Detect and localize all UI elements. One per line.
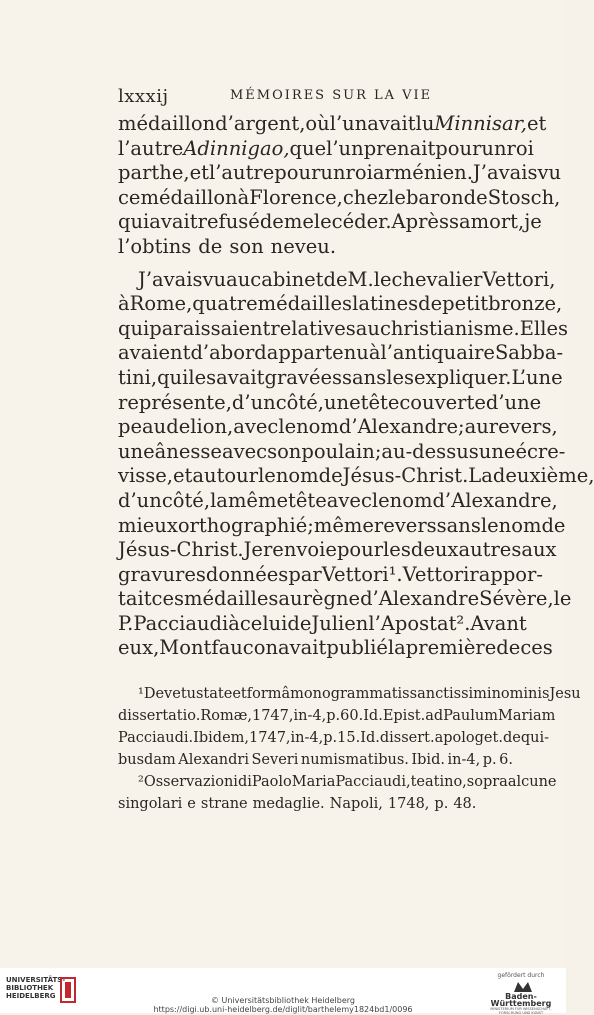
footnote-word: p. [482, 752, 497, 768]
text-line [118, 161, 562, 186]
word: les [188, 365, 217, 389]
word: gravées [264, 365, 343, 389]
footnote-word: busdam [118, 752, 176, 768]
word: la [387, 636, 406, 660]
footnote-line [118, 749, 513, 771]
footnote-word: 1747, [249, 730, 291, 746]
word: avait [367, 112, 416, 135]
word: , [183, 161, 190, 185]
footnote-word: alcune [507, 774, 557, 790]
word: baron [405, 185, 464, 209]
word: céder. [331, 210, 392, 234]
word: Vettori [321, 562, 389, 586]
footnote-line [118, 727, 549, 749]
footnote-line [118, 683, 581, 705]
word: celui [239, 611, 288, 635]
word: qui [157, 365, 189, 389]
word: au [355, 316, 380, 340]
footnote-word: Paulum [443, 708, 498, 724]
word: La [468, 464, 493, 488]
text-line [118, 538, 557, 563]
word: sans [342, 365, 387, 389]
footnote-word: Pacciaudi. [118, 730, 194, 746]
word: mieux [118, 513, 178, 537]
word: lion, [190, 415, 234, 439]
footnote-word: Severi [251, 752, 299, 768]
footnote-word: Id. [360, 730, 380, 746]
word: de [166, 415, 191, 439]
word: parthe [118, 161, 184, 185]
word: chevalier [391, 267, 483, 291]
footnote-word: Id. [363, 708, 383, 724]
word: ces [151, 587, 185, 611]
footnote-word: 15. [337, 730, 361, 746]
word: rappor- [469, 562, 543, 586]
word: vu [202, 267, 227, 291]
word: l’antiquaire [380, 341, 495, 365]
text-line [118, 636, 553, 661]
footnote-word: Romæ, [200, 708, 252, 724]
word: prenait [363, 136, 436, 160]
footnote-word: dissert. [379, 730, 435, 746]
footnote-word: De [143, 686, 165, 702]
body-text [118, 112, 594, 661]
word: Sabba- [494, 341, 564, 365]
funder-name: Baden-Württemberg [490, 992, 552, 1008]
word: Avant [470, 611, 527, 635]
word: une [478, 439, 516, 463]
word: cabinet [250, 267, 324, 291]
word: revers [373, 513, 437, 537]
word: médailles [184, 587, 279, 611]
copyright-notice: © Universitätsbibliothek Heidelberg [210, 996, 355, 1005]
word: les [386, 365, 415, 389]
word: de [323, 267, 348, 291]
word: nom [389, 488, 433, 512]
word: le [313, 210, 332, 234]
word: couverte [399, 390, 486, 414]
word: pour [274, 161, 321, 185]
word: tête [288, 488, 327, 512]
word: le [553, 587, 572, 611]
footnote-word: Osservazioni [143, 774, 238, 790]
word: par [288, 562, 322, 586]
word: le [258, 464, 276, 488]
word: eux, [118, 636, 160, 660]
state-coat-of-arms-icon [512, 980, 534, 994]
word: relatives [270, 316, 356, 340]
footnote-word: et [232, 686, 247, 702]
text-line [118, 316, 568, 342]
footnote-word: formâ [246, 686, 291, 702]
digitization-footer [0, 968, 566, 1013]
text-line [118, 292, 563, 317]
word: tini, [118, 365, 158, 389]
word: tête [360, 390, 400, 414]
word: ces [520, 636, 553, 660]
text-line [118, 439, 566, 465]
word: représente, [118, 390, 232, 414]
word: quatre [192, 292, 258, 316]
text-line [118, 267, 556, 293]
word: l’Apostat [368, 611, 457, 635]
word: ¹. [388, 562, 403, 586]
word: avec [326, 488, 372, 512]
footnote-marker: ¹ [138, 686, 144, 702]
footnote-word: Maria [291, 774, 336, 790]
word: Rome, [129, 292, 193, 316]
footnote-line [118, 793, 513, 815]
word: le [373, 267, 392, 291]
word: au-dessus [381, 439, 479, 463]
footnote-word: e [187, 796, 196, 812]
footnote-word: numismatibus. [300, 752, 409, 768]
running-title: MÉMOIRES SUR LA VIE [230, 88, 433, 103]
footnote-word: medaglie. [252, 796, 325, 812]
word: données [205, 562, 289, 586]
word: de [463, 185, 488, 209]
footnote-word: teatino, [410, 774, 467, 790]
word: d’Alexandre [360, 587, 480, 611]
word: Pacciaudi [133, 611, 229, 635]
text-line [118, 611, 527, 637]
word: ce [118, 185, 141, 209]
word: mort, [470, 210, 525, 234]
word: l’un [329, 112, 368, 135]
word: J’avais [472, 161, 538, 185]
footnote-word: Paolo [251, 774, 292, 790]
word: que [289, 136, 327, 160]
word: ânesse [154, 439, 222, 463]
word: me [283, 210, 314, 234]
word: lu [415, 112, 435, 135]
word: première [405, 636, 497, 660]
word: de [259, 210, 284, 234]
word: écre- [515, 439, 566, 463]
word: Vettori [402, 562, 470, 586]
word: tait [118, 587, 152, 611]
footnote-word: dissertatio. [118, 708, 201, 724]
word: au [226, 267, 251, 291]
footnote-word: 1748, [387, 796, 430, 812]
word: même [227, 488, 288, 512]
word: visse, [118, 464, 174, 488]
word: médaillon [118, 112, 216, 135]
footnote-word: Mariam [497, 708, 556, 724]
word: sans [436, 513, 481, 537]
text-line [118, 365, 563, 391]
word: au [464, 415, 489, 439]
word: à [228, 611, 240, 635]
footnote-word: sopra [466, 774, 508, 790]
word: d’un [118, 488, 162, 512]
text-line [118, 185, 561, 211]
footnote-word: di [237, 774, 252, 790]
word: les [383, 538, 411, 562]
word: Elles [519, 316, 568, 340]
word: un [481, 136, 507, 160]
word: appartenu [266, 341, 369, 365]
word: roi [345, 161, 373, 185]
word: à [368, 341, 381, 365]
word: Après [391, 210, 449, 234]
word: Adinnigao, [183, 136, 290, 160]
word: expliquer. [414, 365, 512, 389]
word: Florence, [249, 185, 343, 209]
word: Sévère, [479, 587, 554, 611]
footnote-word: Pacciaudi, [335, 774, 411, 790]
word: Je [243, 538, 263, 562]
page-header [118, 86, 514, 110]
word: gravures [118, 562, 206, 586]
text-line [118, 136, 534, 162]
word: avait [149, 210, 198, 234]
word: nom [296, 415, 339, 439]
footnote-word: vetustate [164, 686, 233, 702]
word: une [118, 439, 155, 463]
word: de [418, 292, 443, 316]
word: autour [192, 464, 259, 488]
footnote-word: Epist. [382, 708, 426, 724]
footnote-word: qui- [520, 730, 549, 746]
word: bronze, [488, 292, 563, 316]
word: de [541, 513, 566, 537]
footnote-word: in-4, [447, 752, 481, 768]
text-line [118, 390, 542, 416]
footnote-word: 48. [453, 796, 477, 812]
text-line [118, 464, 594, 489]
word: l’autre [208, 161, 275, 185]
footnote-word: p. [326, 708, 341, 724]
word: d’un [231, 390, 276, 414]
word: de [198, 234, 223, 258]
footnote-line [118, 771, 557, 793]
word: Montfaucon [159, 636, 279, 660]
text-line [118, 488, 558, 514]
word: de [287, 611, 312, 635]
word: nom [498, 513, 542, 537]
word: aux [521, 538, 557, 562]
word: de [496, 636, 521, 660]
word: à [118, 292, 130, 316]
word: d’argent, [215, 112, 306, 135]
footnote-word: singolari [118, 796, 183, 812]
word: l’obtins [118, 234, 192, 258]
text-line [118, 513, 566, 539]
word: le [480, 513, 499, 537]
text-line [118, 235, 513, 260]
word: Stosch, [487, 185, 561, 209]
word: ². [456, 611, 471, 635]
word: la [210, 488, 228, 512]
footnote-word: nominis [491, 686, 550, 702]
library-logo-line: HEIDELBERG [6, 992, 56, 1000]
word: côté, [275, 390, 324, 414]
text-line [118, 341, 564, 366]
word: règne [302, 587, 361, 611]
word: latines [352, 292, 419, 316]
word: roi [506, 136, 534, 160]
funder-note: gefördert durch [497, 972, 545, 979]
word: paraissaient [149, 316, 271, 340]
word: de [318, 464, 343, 488]
word: une [323, 390, 361, 414]
footnote-word: 60. [340, 708, 364, 724]
word: peau [118, 415, 167, 439]
footnote-word: p. [323, 730, 338, 746]
word: qui [118, 210, 150, 234]
footnote-word: 1747, [251, 708, 294, 724]
word: Jésus-Christ. [118, 538, 244, 562]
word: et [527, 112, 547, 135]
word: un [320, 161, 346, 185]
word: autres [458, 538, 522, 562]
word: et [189, 161, 209, 185]
word: le [388, 185, 406, 209]
word: deux [410, 538, 459, 562]
word: revers, [488, 415, 558, 439]
page-number: lxxxij [118, 86, 169, 107]
word: M. [347, 267, 374, 291]
word: neveu. [270, 234, 337, 258]
text-line [118, 562, 543, 588]
footnote-word: sanctissimi [409, 686, 492, 702]
word: L’une [511, 365, 563, 389]
word: vu [537, 161, 562, 185]
library-logo-line: UNIVERSITÄTS- [6, 976, 66, 984]
footnote-word: ad [425, 708, 444, 724]
text-line [118, 587, 572, 612]
word: même [313, 513, 374, 537]
word: médailles [257, 292, 353, 316]
word: sa [448, 210, 471, 234]
word: renvoie [262, 538, 337, 562]
footnote-word: Ibid. [411, 752, 445, 768]
footnote-line [118, 705, 556, 727]
word: côté, [161, 488, 211, 512]
word: avec [221, 439, 268, 463]
word: nom [275, 464, 319, 488]
word: où [305, 112, 330, 135]
word: Vettori, [482, 267, 556, 291]
word: je [524, 210, 542, 234]
library-logo-line: BIBLIOTHEK [6, 984, 54, 992]
footnote-word: 6. [499, 752, 513, 768]
word: qui [118, 316, 150, 340]
word: arménien. [372, 161, 473, 185]
word: son [229, 234, 264, 258]
word: P. [118, 611, 134, 635]
word: et [173, 464, 193, 488]
word: orthographié; [177, 513, 314, 537]
footnote-word: in-4, [290, 730, 324, 746]
footnote-word: Alexandri [178, 752, 249, 768]
word: son [267, 439, 302, 463]
word: avait [278, 636, 327, 660]
word: d’Alexandre; [338, 415, 465, 439]
word: publié [326, 636, 388, 660]
footnote-word: strane [200, 796, 248, 812]
footnote-word: Napoli, [329, 796, 383, 812]
word: deuxième, [492, 464, 594, 488]
footnote-word: apologet. [434, 730, 503, 746]
word: médaillon [140, 185, 238, 209]
word: avec [233, 415, 279, 439]
word: d’une [485, 390, 542, 414]
footnote-word: monogrammatis [290, 686, 410, 702]
word: le [278, 415, 297, 439]
footnote-word: de [502, 730, 521, 746]
footnotes [118, 683, 581, 815]
word: Julien [311, 611, 369, 635]
word: christianisme. [379, 316, 520, 340]
footnote-word: Ibidem, [193, 730, 250, 746]
footnote-word: in-4, [293, 708, 327, 724]
text-line [118, 415, 558, 440]
word: chez [342, 185, 389, 209]
word: avait [216, 365, 265, 389]
word: refusé [197, 210, 260, 234]
word: poulain; [301, 439, 382, 463]
word: d’abord [190, 341, 267, 365]
text-line [118, 112, 547, 137]
word: J’avais [138, 267, 203, 291]
word: au [278, 587, 303, 611]
word: Jésus-Christ. [342, 464, 469, 488]
footnote-marker: ² [138, 774, 144, 790]
word: le [371, 488, 390, 512]
word: l’un [326, 136, 364, 160]
text-line [118, 210, 542, 235]
word: d’Alexandre, [432, 488, 558, 512]
permalink[interactable]: https://digi.ub.uni-heidelberg.de/diglit/barthelemy1824bd1/0096 [153, 1005, 413, 1014]
word: à [237, 185, 250, 209]
footnote-word: p. [434, 796, 449, 812]
word: pour [336, 538, 384, 562]
funder-sub: MINISTERIUM FÜR WISSENSCHAFT, FORSCHUNG UND KUNST [490, 1007, 552, 1015]
word: pour [435, 136, 482, 160]
word: petit [442, 292, 489, 316]
footnote-word: Jesu [549, 686, 581, 702]
word: l’autre [118, 136, 184, 160]
word: avaient [118, 341, 191, 365]
word: Minnisar, [434, 112, 527, 135]
